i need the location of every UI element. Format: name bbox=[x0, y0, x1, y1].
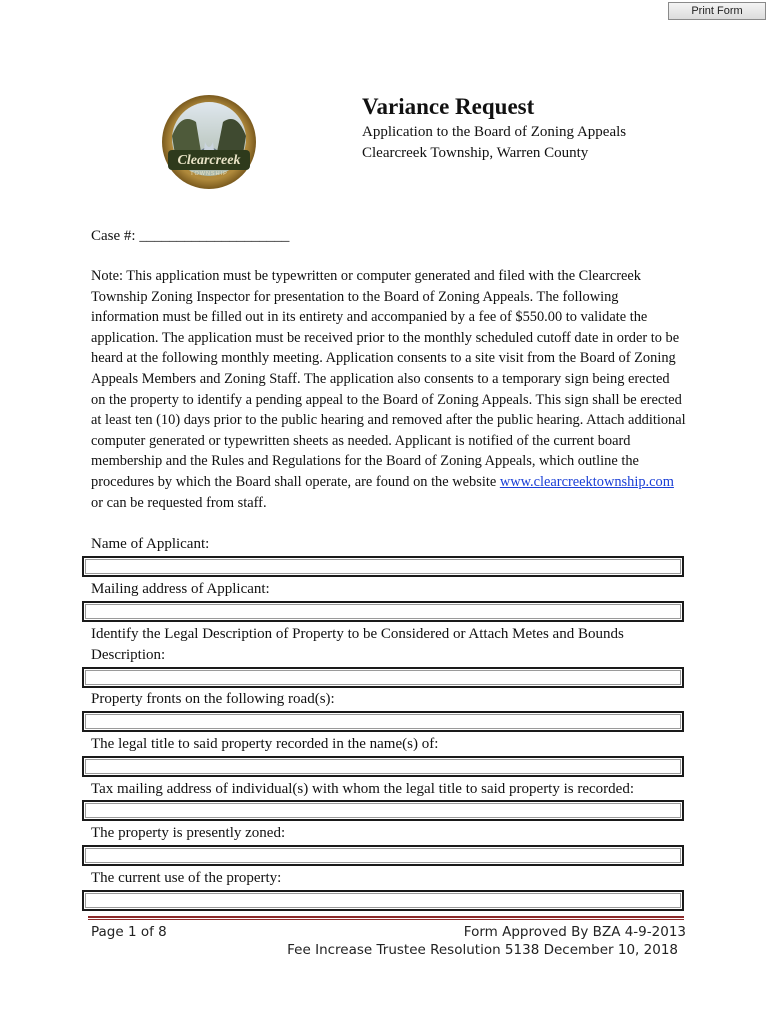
print-form-button[interactable]: Print Form bbox=[668, 2, 766, 20]
subtitle-board: Application to the Board of Zoning Appeals bbox=[362, 124, 627, 140]
page-title: Variance Request bbox=[362, 94, 535, 119]
township-website-link[interactable]: www.clearcreektownship.com bbox=[499, 473, 674, 490]
current-use-field[interactable] bbox=[82, 890, 684, 911]
property-road-label: Property fronts on the following road(s): bbox=[91, 691, 335, 707]
case-number-label: Case #: ____________________ bbox=[91, 228, 290, 244]
applicant-name-label: Name of Applicant: bbox=[91, 536, 210, 552]
fee-resolution-note: Fee Increase Trustee Resolution 5138 December 10, 2018 bbox=[287, 942, 678, 958]
tax-mailing-address-field[interactable] bbox=[82, 800, 684, 821]
property-road-field[interactable] bbox=[82, 711, 684, 732]
svg-text:Clearcreek: Clearcreek bbox=[177, 153, 241, 168]
svg-text:TOWNSHIP: TOWNSHIP bbox=[190, 171, 228, 177]
current-use-label: The current use of the property: bbox=[91, 870, 282, 886]
zoning-label: The property is presently zoned: bbox=[91, 825, 286, 841]
applicant-address-field[interactable] bbox=[82, 601, 684, 622]
applicant-name-field[interactable] bbox=[82, 556, 684, 577]
clearcreek-township-logo bbox=[161, 92, 257, 192]
footer-divider bbox=[88, 916, 684, 918]
legal-title-label: The legal title to said property recorded in the name(s) of: bbox=[91, 736, 439, 752]
form-approved-note: Form Approved By BZA 4-9-2013 bbox=[463, 924, 686, 940]
legal-description-field[interactable] bbox=[82, 667, 684, 688]
page-number: Page 1 of 8 bbox=[91, 924, 167, 940]
zoning-field[interactable] bbox=[82, 845, 684, 866]
legal-description-label: Identify the Legal Description of Property to be Considered or Attach Metes and Bounds Description: bbox=[91, 626, 624, 663]
legal-title-field[interactable] bbox=[82, 756, 684, 777]
tax-mailing-address-label: Tax mailing address of individual(s) with whom the legal title to said property is recorded: bbox=[91, 781, 634, 797]
applicant-address-label: Mailing address of Applicant: bbox=[91, 581, 270, 597]
note-paragraph: Note: This application must be typewritten or computer generated and filed with the Clearcreek Township Zoning Inspector for presentation to the Board of Zoning Appeals. The following information must be filled out in its entirety and accompanied by a fee of $550.00 to validate the application. The application must be received prior to the monthly scheduled cutoff date in order to be heard at the following monthly meeting. Application consents to a site visit from the Board of Zoning Appeals Members and Zoning Staff. The application also consents to a temporary sign being erected on the property to identify a pending appeal to the Board of Zoning Appeals. This sign shall be erected at least ten (10) days prior to the public hearing and removed after the public hearing. Attach additional computer generated or typewritten sheets as needed. Applicant is notified of the current board membership and the Rules and Regulations for the Board of Zoning Appeals, which outline the procedures by which the Board shall operate, are found on the website www.clearcreektownship.com or can be requested from staff. bbox=[91, 268, 686, 511]
footer-divider-thin bbox=[88, 919, 684, 920]
subtitle-township: Clearcreek Township, Warren County bbox=[362, 145, 589, 161]
